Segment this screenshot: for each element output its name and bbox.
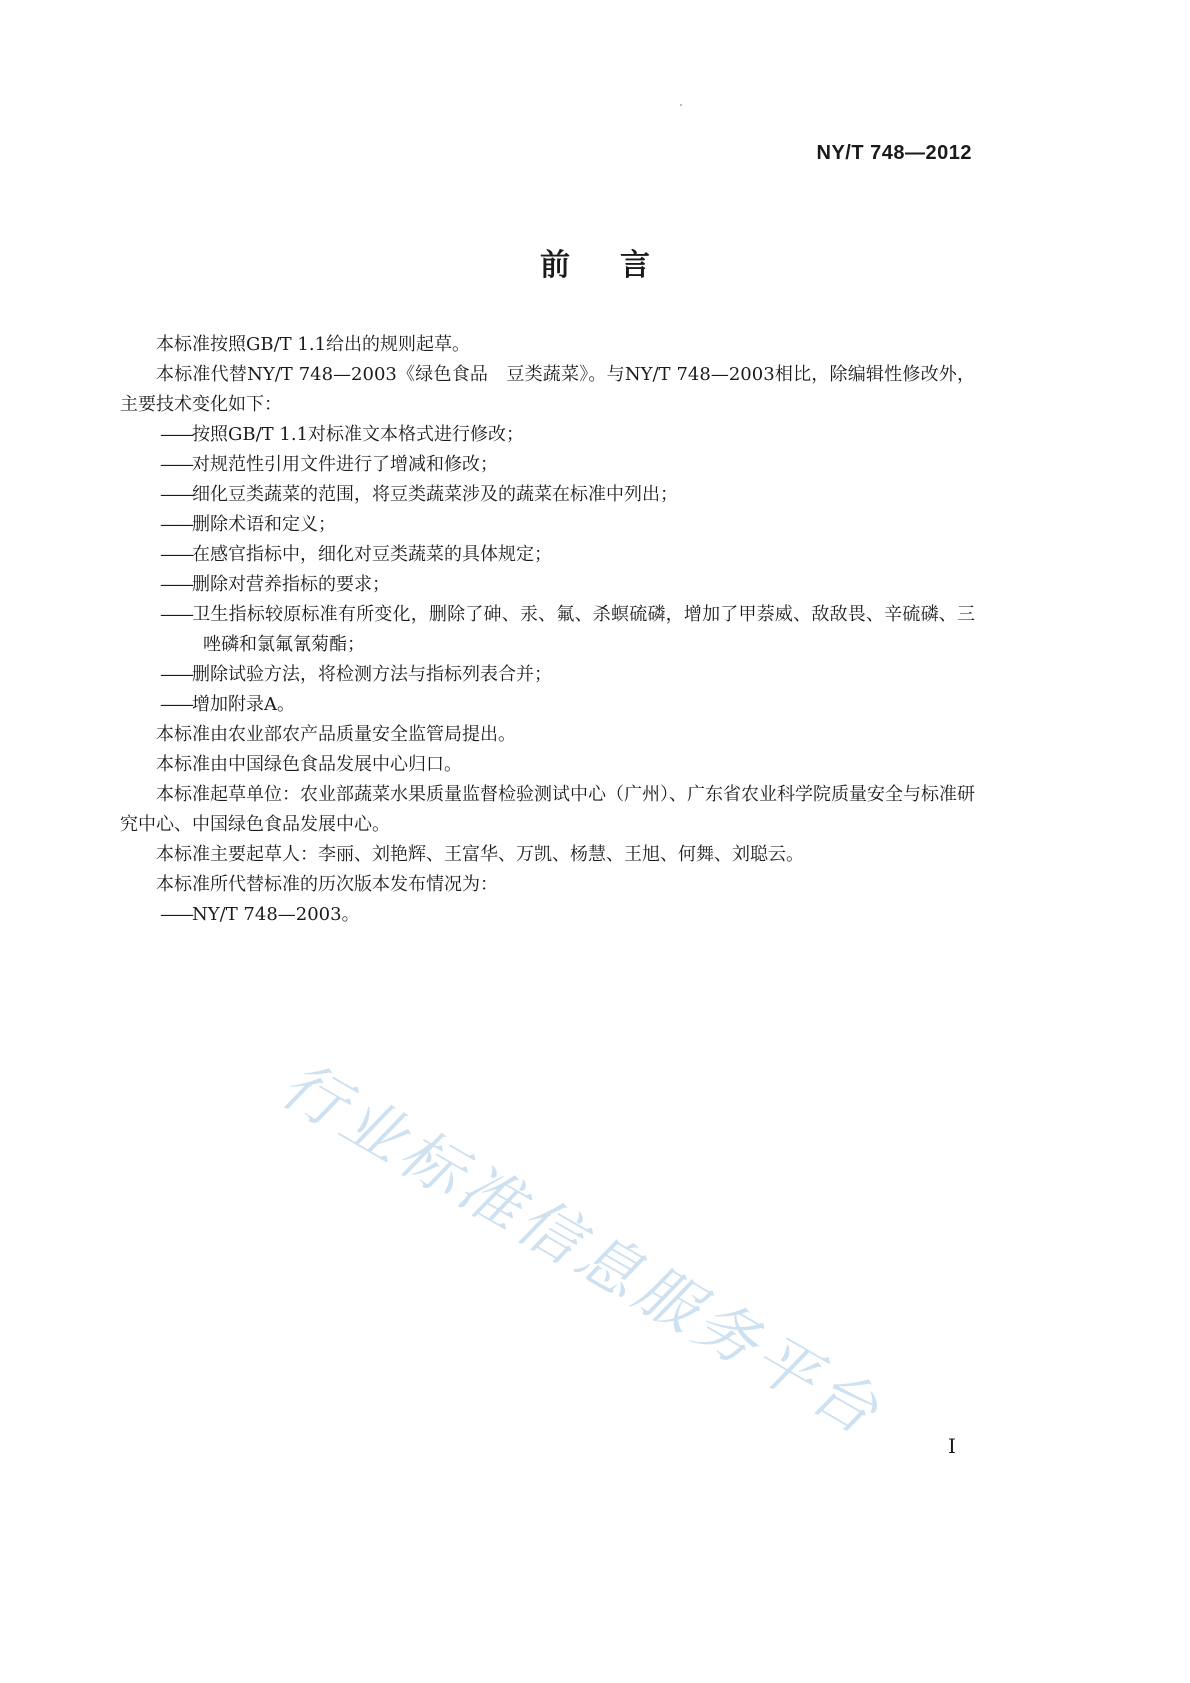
- preface-body: [120, 330, 975, 930]
- dash-marker: ——: [160, 544, 192, 565]
- scan-speck: [680, 104, 682, 106]
- page-title: 前言: [540, 248, 700, 283]
- list-item: ——删除对营养指标的要求；: [160, 574, 390, 595]
- paragraph-history-intro: 本标准所代替标准的历次版本发布情况为：: [156, 874, 498, 895]
- dash-marker: ——: [160, 694, 192, 715]
- page-number: I: [948, 1434, 956, 1458]
- paragraph-replacement: 本标准代替NY/T 748—2003《绿色食品 豆类蔬菜》。与NY/T 748—2003相比，除编辑性修改外，主要技术变化如下：: [120, 364, 975, 415]
- dash-marker: ——: [160, 574, 192, 595]
- change-list: [120, 420, 975, 720]
- dash-marker: ——: [160, 604, 192, 625]
- paragraph-proposer: 本标准由农业部农产品质量安全监管局提出。: [156, 724, 516, 745]
- list-item: ——细化豆类蔬菜的范围，将豆类蔬菜涉及的蔬菜在标准中列出；: [160, 484, 678, 505]
- watermark: 行业标准信息服务平台: [269, 1047, 895, 1451]
- dash-marker: ——: [160, 454, 192, 475]
- dash-marker: ——: [160, 484, 192, 505]
- paragraph-drafting-units: 本标准起草单位：农业部蔬菜水果质量监督检验测试中心（广州）、广东省农业科学院质量安全与标准研究中心、中国绿色食品发展中心。: [120, 784, 975, 835]
- standard-number: NY/T 748—2012: [816, 142, 972, 164]
- paragraph-drafting-rules: 本标准按照GB/T 1.1给出的规则起草。: [156, 334, 471, 355]
- list-item: ——删除术语和定义；: [160, 514, 336, 535]
- dash-marker: ——: [160, 514, 192, 535]
- list-item: ——删除试验方法，将检测方法与指标列表合并；: [160, 664, 552, 685]
- paragraph-drafters: 本标准主要起草人：李丽、刘艳辉、王富华、万凯、杨慧、王旭、何舞、刘聪云。: [156, 844, 804, 865]
- dash-marker: ——: [160, 424, 192, 445]
- history-item: ——NY/T 748—2003。: [160, 904, 360, 925]
- paragraph-administrator: 本标准由中国绿色食品发展中心归口。: [156, 754, 462, 775]
- dash-marker: ——: [160, 904, 192, 925]
- list-item: ——卫生指标较原标准有所变化，删除了砷、汞、氟、杀螟硫磷，增加了甲萘威、敌敌畏、辛硫磷、三唑磷和氯氟氰菊酯；: [160, 604, 975, 655]
- list-item: ——对规范性引用文件进行了增减和修改；: [160, 454, 498, 475]
- list-item: ——按照GB/T 1.1对标准文本格式进行修改；: [160, 424, 525, 445]
- list-item: ——增加附录A。: [160, 694, 295, 715]
- list-item: ——在感官指标中，细化对豆类蔬菜的具体规定；: [160, 544, 552, 565]
- dash-marker: ——: [160, 664, 192, 685]
